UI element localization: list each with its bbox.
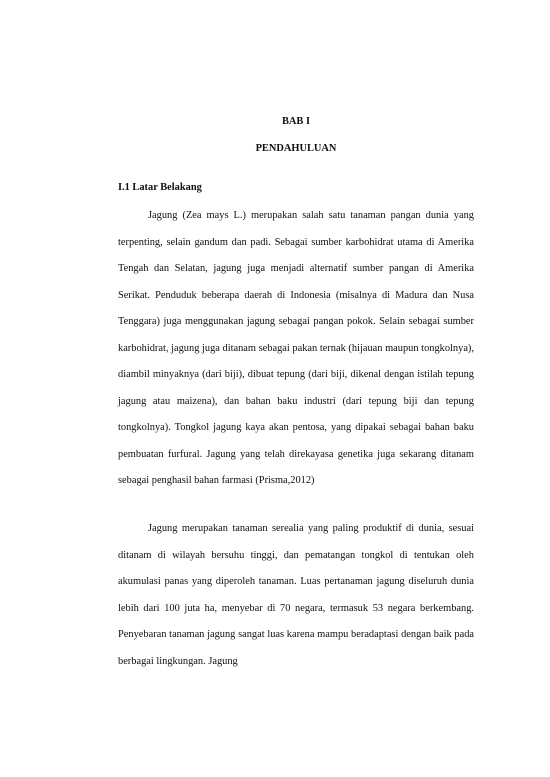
chapter-title: PENDAHULUAN <box>255 143 337 154</box>
chapter-label: BAB I <box>281 116 310 127</box>
body-paragraph: Jagung (Zea mays L.) merupakan salah satu tanaman pangan dunia yang terpenting, selain gandum dan padi. Sebagai sumber karbohidrat utama di Amerika Tengah dan Selatan, jagung juga menjadi alternatif sumber pangan di Amerika Serikat. Penduduk beberapa daerah di Indonesia (misalnya di Madura dan Nusa Tenggara) juga menggunakan jagung sebagai pangan pokok. Selain sebagai sumber karbohidrat, jagung juga ditanam sebagai pakan ternak (hijauan maupun tongkolnya), diambil minyaknya (dari biji), dibuat tepung (dari biji, dikenal dengan istilah tepung jagung atau maizena), dan bahan baku industri (dari tepung biji dan tepung tongkolnya). Tongkol jagung kaya akan pentosa, yang dipakai sebagai bahan baku pembuatan furfural. Jagung yang telah direkayasa genetika juga sekarang ditanam sebagai penghasil bahan farmasi (Prisma,2012) <box>118 210 474 486</box>
body-paragraph: Jagung merupakan tanaman serealia yang paling produktif di dunia, sesuai ditanam di wilayah bersuhu tinggi, dan pematangan tongkol di tentukan oleh akumulasi panas yang diperoleh tanaman. Luas pertanaman jagung diseluruh dunia lebih dari 100 juta ha, menyebar di 70 negara, termasuk 53 negara berkembang. Penyebaran tanaman jagung sangat luas karena mampu beradaptasi dengan baik pada berbagai lingkungan. Jagung <box>118 523 474 667</box>
section-heading: I.1 Latar Belakang <box>118 182 202 193</box>
